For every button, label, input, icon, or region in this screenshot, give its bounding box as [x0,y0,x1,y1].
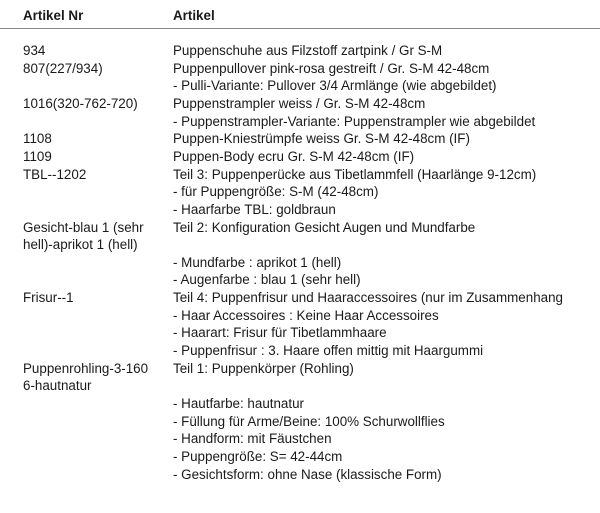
artikel-cell: - Handform: mit Fäustchen [173,431,332,447]
artikel-cell: Puppenstrampler weiss / Gr. S-M 42-48cm [173,95,426,111]
artikel-cell: - Hautfarbe: hautnatur [173,396,305,411]
artikel-nr-cell: 1109 [23,148,52,164]
artikel-cell: - Gesichtsform: ohne Nase (klassische Form) [173,466,442,482]
artikel-cell: Puppen-Body ecru Gr. S-M 42-48cm (IF) [173,148,415,164]
artikel-nr-cell: Gesicht-blau 1 (sehr [23,219,144,235]
artikel-cell: Puppenschuhe aus Filzstoff zartpink / Gr S-M [173,43,443,58]
artikel-nr-cell: 1016(320-762-720) [23,95,138,111]
artikel-cell: - Pulli-Variante: Pullover 3/4 Armlänge (wie abgebildet) [173,78,497,94]
artikel-cell: - Puppengröße: S= 42-44cm [173,448,343,464]
artikel-cell: - für Puppengröße: S-M (42-48cm) [173,184,379,200]
artikel-cell: Teil 1: Puppenkörper (Rohling) [173,360,354,376]
column-header-artikel-nr: Artikel Nr [23,8,84,23]
artikel-cell: - Augenfarbe : blau 1 (sehr hell) [173,272,361,288]
table-header [0,6,600,29]
artikel-nr-cell: Puppenrohling-3-160 [23,360,149,376]
artikel-nr-cell: 934 [23,43,46,58]
artikel-nr-cell: 1108 [23,131,52,147]
artikel-cell: Teil 4: Puppenfrisur und Haaraccessoires (nur im Zusammenhang [173,290,563,306]
artikel-nr-cell: 6-hautnatur [23,378,92,394]
artikel-nr-cell: 807(227/934) [23,60,103,76]
artikel-cell: - Füllung für Arme/Beine: 100% Schurwollflies [173,413,445,429]
artikel-cell: Puppenpullover pink-rosa gestreift / Gr. S-M 42-48cm [173,60,490,76]
artikel-nr-cell: hell)-aprikot 1 (hell) [23,237,138,253]
artikel-cell: - Haarfarbe TBL: goldbraun [173,201,336,217]
artikel-cell: - Puppenstrampler-Variante: Puppenstrampler wie abgebildet [173,113,536,129]
artikel-nr-cell: Frisur--1 [23,290,74,306]
artikel-cell: Teil 2: Konfiguration Gesicht Augen und Mundfarbe [173,219,476,235]
artikel-cell: - Mundfarbe : aprikot 1 (hell) [173,254,342,270]
artikel-cell: - Haar Accessoires : Keine Haar Accessoires [173,307,439,323]
artikel-cell: - Puppenfrisur : 3. Haare offen mittig mit Haargummi [173,343,484,359]
column-header-artikel: Artikel [173,8,215,23]
artikel-cell: - Haarart: Frisur für Tibetlammhaare [173,325,387,341]
artikel-nr-cell: TBL--1202 [23,166,87,182]
artikel-cell: Teil 3: Puppenperücke aus Tibetlammfell (Haarlänge 9-12cm) [173,166,537,182]
artikel-cell: Puppen-Kniestrümpfe weiss Gr. S-M 42-48cm (IF) [173,131,470,147]
